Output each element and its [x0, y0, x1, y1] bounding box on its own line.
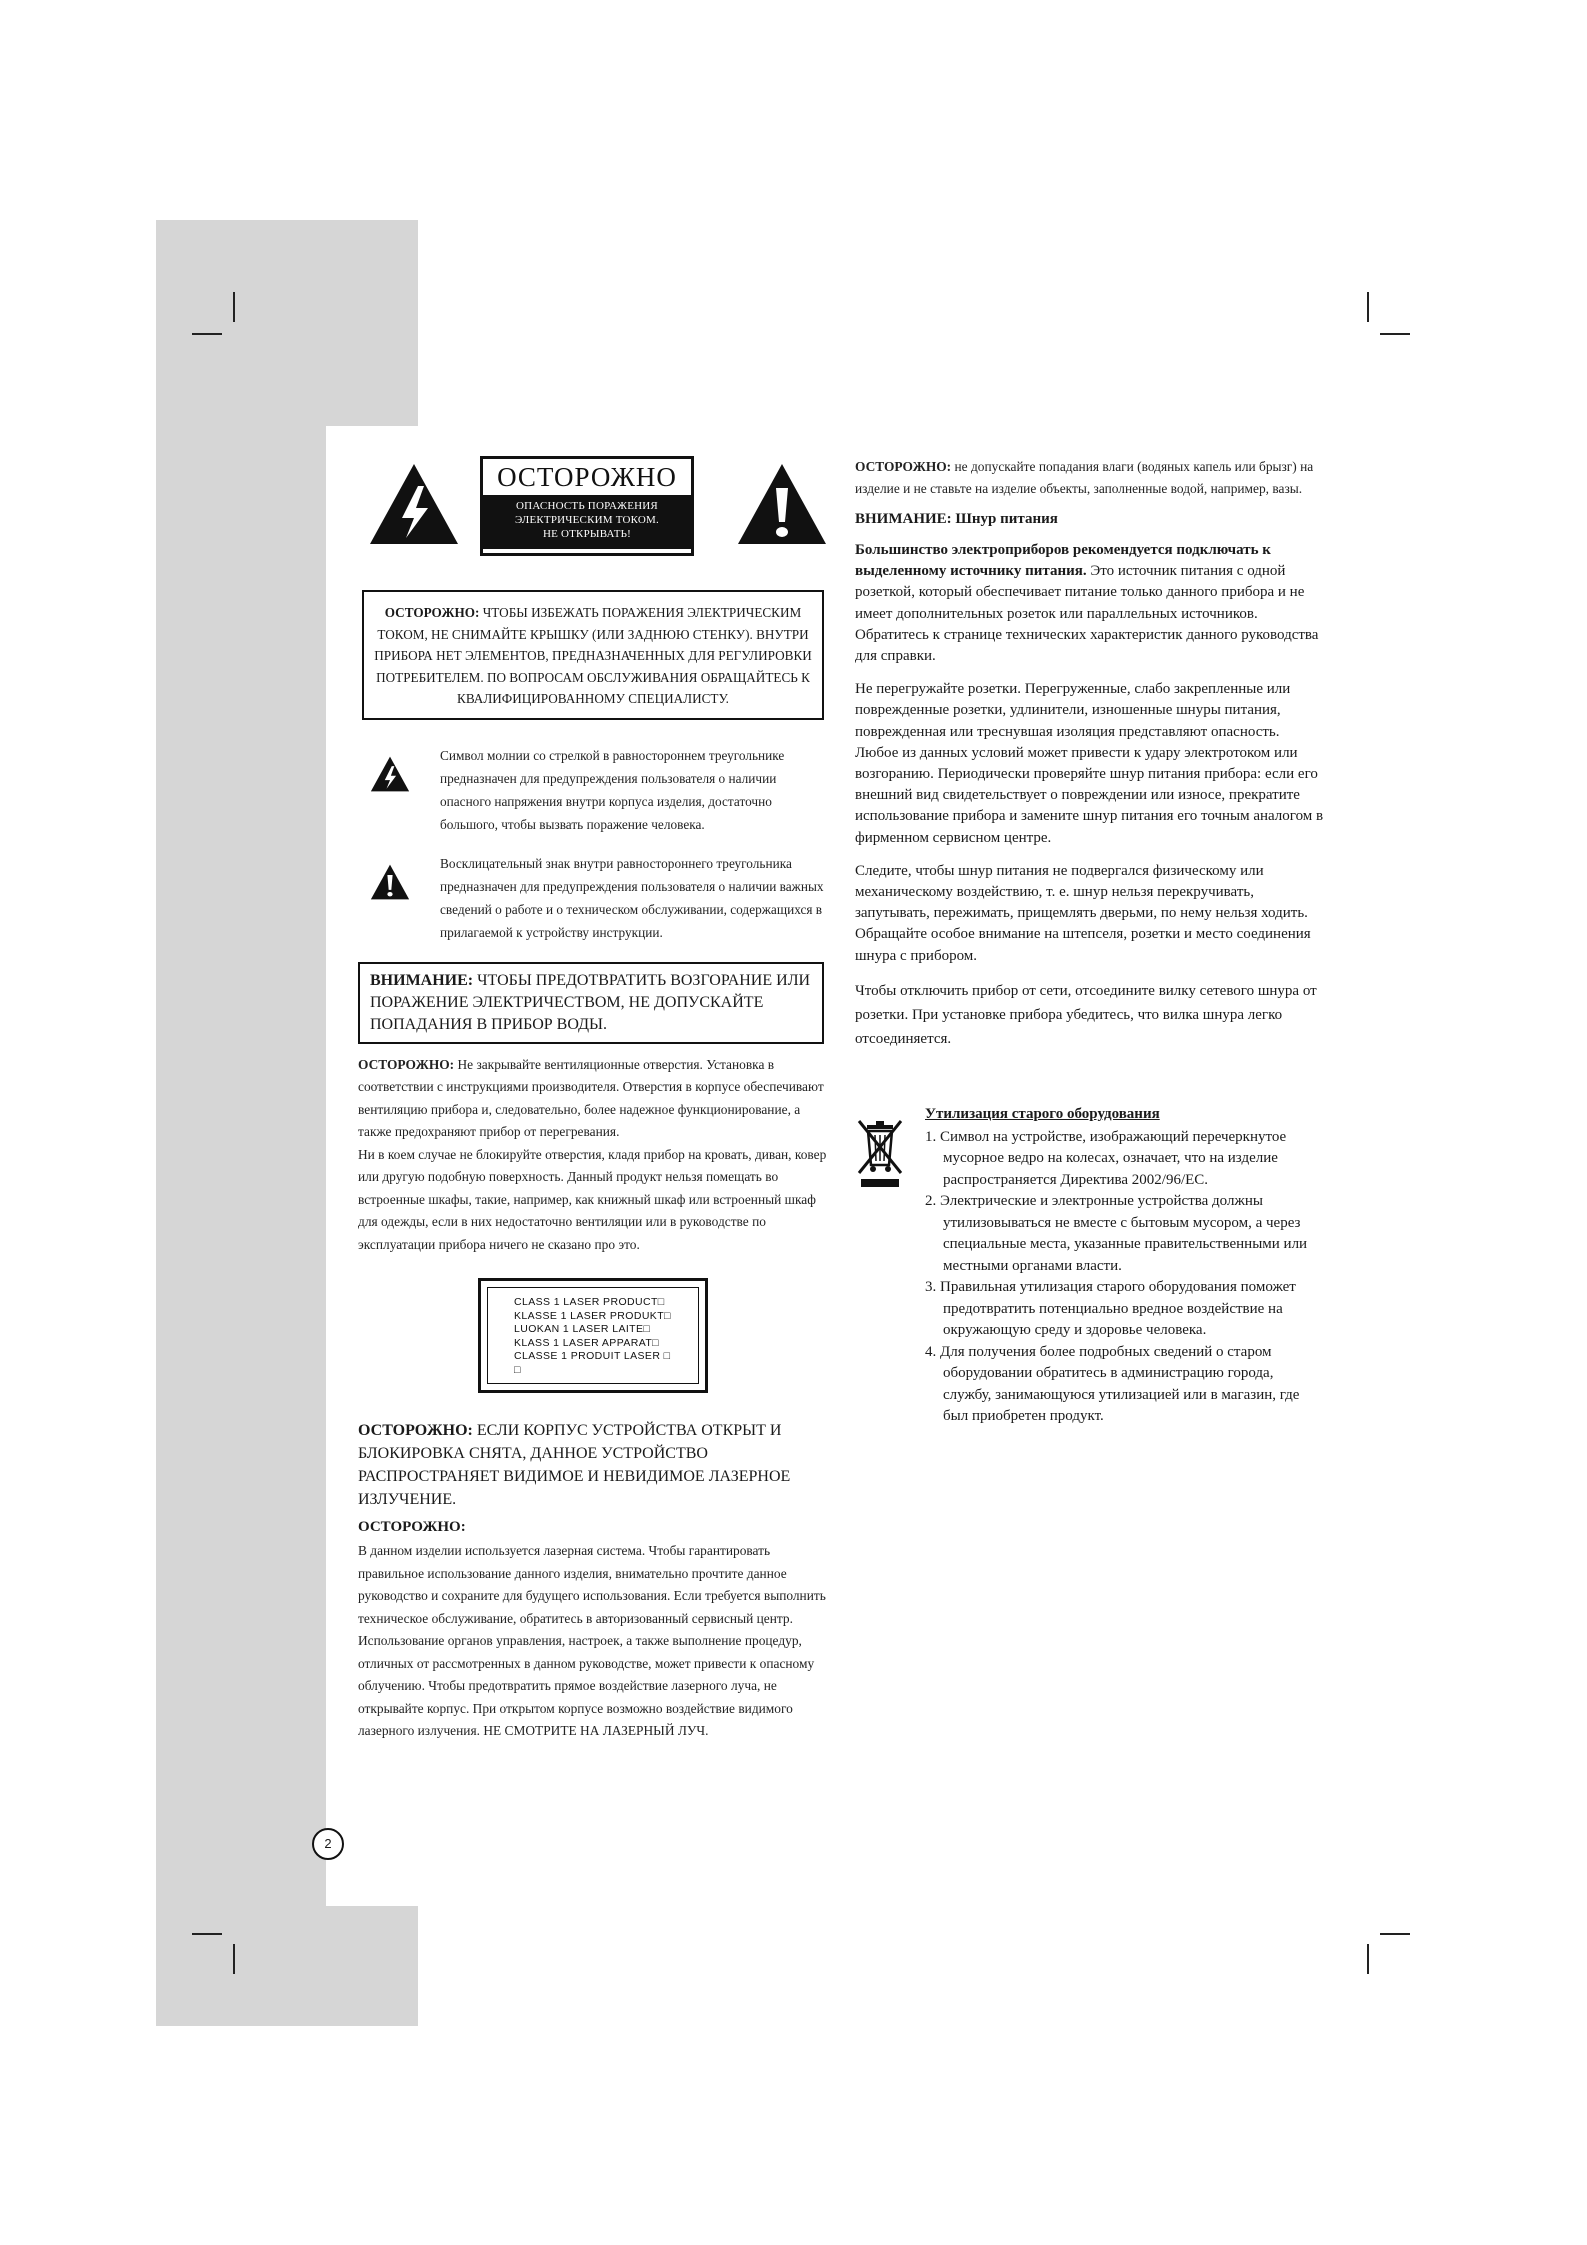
- power-cord-intro-text: Это источник питания с одной розеткой, который обеспечивает питание только данного прибора и не имеет дополнительных розеток или параллельных источников. Обратитесь к странице технических характеристик данного руководства для справки.: [855, 563, 1319, 665]
- power-cord-heading: ВНИМАНИЕ: Шнур питания: [855, 511, 1058, 527]
- shock-warning-box: [362, 590, 824, 720]
- caution-title: ОСТОРОЖНО: [497, 462, 677, 492]
- caution-subtitle: [483, 495, 691, 549]
- lightning-warning-icon: [368, 462, 460, 546]
- laser-label-line: KLASSE 1 LASER PRODUKT□: [514, 1309, 671, 1322]
- crop-mark: [1380, 1933, 1410, 1935]
- laser-label-line: CLASS 1 LASER PRODUCT□: [514, 1296, 665, 1308]
- exclamation-symbol-explanation: [358, 852, 828, 944]
- crossed-bin-icon: [855, 1117, 905, 1189]
- laser-system-heading: ОСТОРОЖНО:: [358, 1519, 466, 1535]
- caution-sub-line: НЕ ОТКРЫВАТЬ!: [542, 528, 632, 540]
- crop-mark: [233, 292, 235, 322]
- power-cord-intro: [855, 540, 1325, 667]
- disposal-section: [855, 1103, 1325, 1428]
- bolt-symbol-text: Символ молнии со стрелкой в равностороннем треугольнике предназначен для предупреждения пользователя о наличии опасного напряжения внутри корпуса изделия, достаточно большого, чтобы вызвать поражение человека.: [440, 747, 785, 832]
- list-item: 3. Правильная утилизация старого оборудования поможет предотвратить потенциально вредное воздействие на окружающую среду и здоровье человека.: [925, 1279, 1296, 1339]
- water-warning-box: [358, 962, 824, 1044]
- bolt-symbol-explanation: [358, 744, 828, 836]
- moisture-caution: [855, 456, 1325, 499]
- crop-mark: [233, 1944, 235, 1974]
- page-number: 2: [312, 1828, 344, 1860]
- exclamation-warning-icon: [736, 462, 828, 546]
- overload-paragraph: Не перегружайте розетки. Перегруженные, слабо закрепленные или поврежденные розетки, удлинители, изношенные шнуры питания, поврежденная или треснувшая изоляция представляют опасность. Любое из данных условий может привести к удару электротоком или возгоранию. Периодически проверяйте шнур питания прибора: если его внешний вид свидетельствует о повреждении или износе, прекратите использование прибора и замените шнур питания его точным аналогом в фирменном сервисном центре.: [855, 681, 1324, 846]
- caution-label: [480, 456, 694, 556]
- laser-label-line: KLASS 1 LASER APPARAT□: [514, 1336, 659, 1349]
- cord-protection-paragraph: Следите, чтобы шнур питания не подвергался физическому или механическому воздействию, т. е. шнур нельзя перекручивать, запутывать, пережимать, прищемлять дверьми, по нему нельзя ходить. Обращайте особое внимание на штепселя, розетки и место соединения шнура с прибором.: [855, 862, 1311, 964]
- disconnect-paragraph: Чтобы отключить прибор от сети, отсоедините вилку сетевого шнура от розетки. При установке прибора убедитесь, что вилка шнура легко отсоединяется.: [855, 982, 1317, 1047]
- laser-radiation-caution: [358, 1419, 828, 1511]
- laser-label-line: CLASSE 1 PRODUIT LASER □: [514, 1350, 671, 1362]
- warning-text: ЧТОБЫ ИЗБЕЖАТЬ ПОРАЖЕНИЯ ЭЛЕКТРИЧЕСКИМ ТОКОМ, НЕ СНИМАЙТЕ КРЫШКУ (ИЛИ ЗАДНЮЮ СТЕНКУ). ВНУТРИ ПРИБОРА НЕТ ЭЛЕМЕНТОВ, ПРЕДНАЗНАЧЕННЫХ ДЛЯ РЕГУЛИРОВКИ ПОТРЕБИТЕЛЕМ. ПО ВОПРОСАМ ОБСЛУЖИВАНИЯ ОБРАЩАЙТЕСЬ К КВАЛИФИЦИРОВАННОМУ СПЕЦИАЛИСТУ.: [374, 605, 812, 706]
- laser-caution-text: ЕСЛИ КОРПУС УСТРОЙСТВА ОТКРЫТ И БЛОКИРОВКА СНЯТА, ДАННОЕ УСТРОЙСТВО РАСПРОСТРАНЯЕТ ВИДИМОЕ И НЕВИДИМОЕ ЛАЗЕРНОЕ ИЗЛУЧЕНИЕ.: [358, 1422, 791, 1508]
- caution-sub-line: ОПАСНОСТЬ ПОРАЖЕНИЯ: [516, 500, 658, 512]
- caution-sub-line: ЭЛЕКТРИЧЕСКИМ ТОКОМ.: [515, 514, 659, 526]
- ventilation-paragraph: [358, 1054, 828, 1144]
- list-item: 1. Символ на устройстве, изображающий перечеркнутое мусорное ведро на колесах, означает, что на изделие распространяется Директива 2002/96/EC.: [925, 1128, 1287, 1188]
- crop-mark: [1367, 1944, 1369, 1974]
- exclamation-symbol-text: Восклицательный знак внутри равностороннего треугольника предназначен для предупреждения пользователя о наличии важных сведений о работе и о техническом обслуживании, содержащихся в прилагаемой к устройству инструкции.: [440, 855, 824, 940]
- laser-label-line: LUOKAN 1 LASER LAITE□: [514, 1323, 651, 1335]
- laser-class-label: [478, 1278, 708, 1393]
- crop-mark: [192, 1933, 222, 1935]
- laser-system-text: В данном изделии используется лазерная система. Чтобы гарантировать правильное использование данного изделия, внимательно прочтите данное руководство и сохраните для будущего использования. Если требуется выполнить техническое обслуживание, обратитесь в авторизованный сервисный центр. Использование органов управления, настроек, а также выполнение процедур, отличных от рассмотренных в данном руководстве, может привести к опасному облучению. Чтобы предотвратить прямое воздействие лазерного луча, не открывайте корпус. При открытом корпусе возможно воздействие видимого лазерного излучения. НЕ СМОТРИТЕ НА ЛАЗЕРНЫЙ ЛУЧ.: [358, 1543, 826, 1738]
- power-cord-bold-intro: Большинство электроприборов рекомендуется подключать к выделенному источнику питания.: [855, 542, 1271, 580]
- attention-lead: ВНИМАНИЕ:: [370, 971, 474, 989]
- right-column: [855, 456, 1325, 1428]
- attention-text: ЧТОБЫ ПРЕДОТВРАТИТЬ ВОЗГОРАНИЕ ИЛИ ПОРАЖЕНИЕ ЭЛЕКТРИЧЕСТВОМ, НЕ ДОПУСКАЙТЕ ПОПАДАНИЯ В ПРИБОР ВОДЫ.: [370, 971, 811, 1033]
- moisture-lead: ОСТОРОЖНО:: [855, 459, 952, 474]
- laser-caution-lead: ОСТОРОЖНО:: [358, 1422, 473, 1439]
- crop-mark: [1380, 333, 1410, 335]
- list-item: 4. Для получения более подробных сведений о старом оборудовании обратитесь в администрацию города, службу, занимающуюся утилизацией или в магазин, где был приобретен продукт.: [925, 1343, 1300, 1425]
- warning-lead: ОСТОРОЖНО:: [384, 605, 480, 620]
- caution-header: [368, 456, 828, 568]
- ventilation-lead: ОСТОРОЖНО:: [358, 1056, 455, 1072]
- lightning-warning-icon: [370, 754, 410, 794]
- crop-mark: [1367, 292, 1369, 322]
- disposal-list: [925, 1127, 1325, 1428]
- ventilation-text: Не закрывайте вентиляционные отверстия. Установка в соответствии с инструкциями производителя. Отверстия в корпусе обеспечивают вентиляцию прибора и, следовательно, более надежное функционирование, а также предохраняют прибор от перегревания.: [358, 1056, 824, 1139]
- exclamation-warning-icon: [370, 862, 410, 902]
- laser-label-line: □: [514, 1363, 521, 1376]
- ventilation-paragraph-2: Ни в коем случае не блокируйте отверстия, кладя прибор на кровать, диван, ковер или другую подобную поверхность. Данный продукт нельзя помещать во встроенные шкафы, такие, например, как книжный шкаф или встроенный шкаф для одежды, если в них недостаточно вентиляции или в руководстве по эксплуатации прибора ничего не сказано про это.: [358, 1146, 827, 1252]
- moisture-text: не допускайте попадания влаги (водяных капель или брызг) на изделие и не ставьте на изделие объекты, заполненные водой, например, вазы.: [855, 459, 1314, 496]
- list-item: 2. Электрические и электронные устройства должны утилизовываться не вместе с бытовым мусором, а через специальные места, указанные правительственными или местными органами власти.: [925, 1193, 1308, 1274]
- left-column: [358, 456, 828, 1743]
- crop-mark: [192, 333, 222, 335]
- disposal-title: Утилизация старого оборудования: [925, 1105, 1160, 1122]
